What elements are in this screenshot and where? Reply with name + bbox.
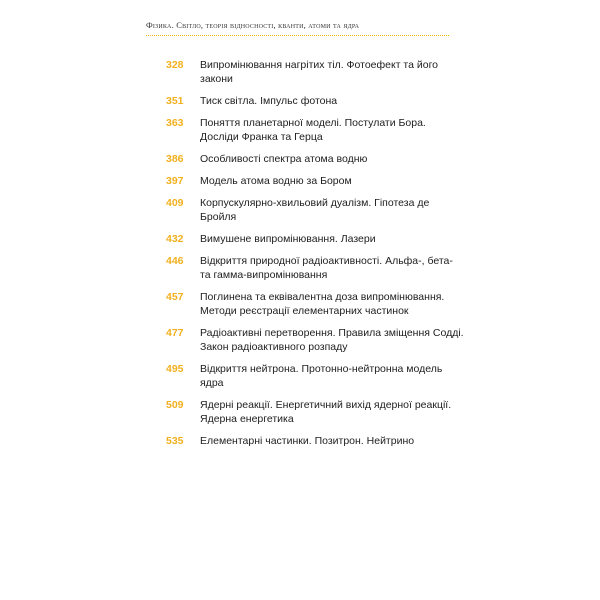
toc-entry <box>166 398 466 426</box>
toc-title: Ядерні реакції. Енергетичний вихід ядерної реакції. Ядерна енергетика <box>200 399 452 425</box>
toc-title: Модель атома водню за Бором <box>200 175 352 187</box>
toc-entry <box>166 174 466 188</box>
toc-title: Елементарні частинки. Позитрон. Нейтрино <box>200 435 415 447</box>
toc-title: Випромінювання нагрітих тіл. Фотоефект та його закони <box>200 59 439 85</box>
header-dotted-rule <box>146 35 449 36</box>
toc-page-number: 477 <box>166 327 184 339</box>
toc-entry <box>166 116 466 144</box>
toc-entry <box>166 152 466 166</box>
toc-entry <box>166 326 466 354</box>
toc-title: Особливості спектра атома водню <box>200 153 368 165</box>
toc-entry <box>166 196 466 224</box>
toc-page-number: 386 <box>166 153 184 165</box>
toc-title: Тиск світла. Імпульс фотона <box>200 95 338 107</box>
toc-entry <box>166 254 466 282</box>
toc-entry <box>166 232 466 246</box>
toc-entry <box>166 290 466 318</box>
toc-page-number: 363 <box>166 117 184 129</box>
toc-page-number: 446 <box>166 255 184 267</box>
toc-entry <box>166 434 466 448</box>
toc-page-number: 535 <box>166 435 184 447</box>
toc-title: Вимушене випромінювання. Лазери <box>200 233 376 245</box>
toc-title: Відкриття природної радіоактивності. Альфа-, бета- та гамма-випромінювання <box>200 255 453 281</box>
toc-page-number: 509 <box>166 399 184 411</box>
toc-entry <box>166 362 466 390</box>
toc-title: Поняття планетарної моделі. Постулати Бора. Досліди Франка та Герца <box>200 117 426 143</box>
running-head: Фізика. Світло, теорія відносності, кванти, атоми та ядра <box>146 20 360 30</box>
toc-title: Корпускулярно-хвильовий дуалізм. Гіпотеза де Бройля <box>200 197 430 223</box>
toc-entry <box>166 58 466 86</box>
toc-title: Відкриття нейтрона. Протонно-нейтронна модель ядра <box>200 363 443 389</box>
toc-page-number: 432 <box>166 233 184 245</box>
toc-page-number: 328 <box>166 59 184 71</box>
toc-page-number: 495 <box>166 363 184 375</box>
table-of-contents <box>166 58 466 456</box>
toc-title: Поглинена та еквівалентна доза випромінювання. Методи реєстрації елементарних частинок <box>200 291 445 317</box>
toc-page-number: 457 <box>166 291 184 303</box>
toc-page-number: 409 <box>166 197 184 209</box>
toc-entry <box>166 94 466 108</box>
toc-title: Радіоактивні перетворення. Правила зміщення Содді. Закон радіоактивного розпаду <box>200 327 464 353</box>
toc-page-number: 397 <box>166 175 184 187</box>
toc-page-number: 351 <box>166 95 184 107</box>
